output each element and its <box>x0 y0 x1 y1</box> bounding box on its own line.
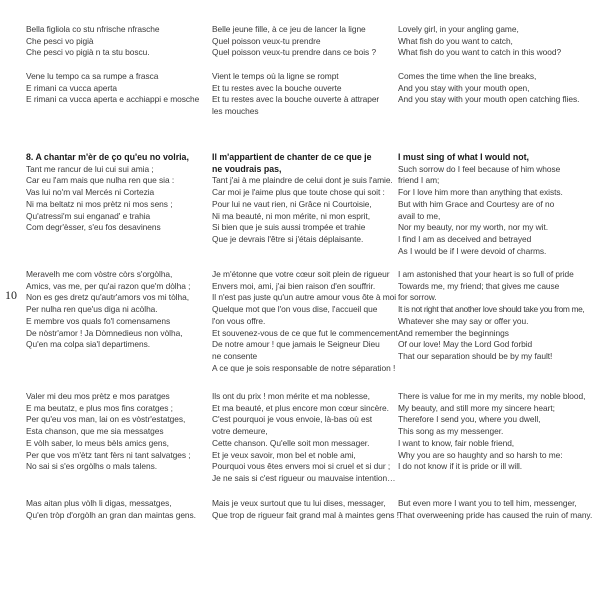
stanza-1 <box>398 24 578 59</box>
verse-line: Tant me rancur de lui cui sui amia ; <box>26 163 154 174</box>
stanza-3 <box>26 152 202 234</box>
verse-line: And you stay with your mouth open catching flies. <box>398 94 580 105</box>
verse-line: Per qu'eu vos man, lai on es vòstr'estatges, <box>26 414 186 425</box>
verse-line: Com degr'èsser, s'eu fos desavinens <box>26 222 161 233</box>
verse-line: Et ma beauté, et plus encore mon cœur sincère. <box>212 402 389 413</box>
verse-line: Whatever she may say or offer you. <box>398 315 529 326</box>
verse-line: Che pesci vo pigià n ta stu boscu. <box>26 47 150 58</box>
verse-line: Lovely girl, in your angling game, <box>398 24 519 34</box>
verse-line: Car moi je l'aime plus que toute chose qui soit : <box>212 187 385 198</box>
verse-line: avail to me, <box>398 210 441 221</box>
verse-line: votre demeure, <box>212 426 268 437</box>
verse-line: I do not know if it is pride or ill will. <box>398 461 523 472</box>
verse-line: E rimani ca vucca aperta <box>26 82 117 93</box>
verse-line: les mouches <box>212 106 259 117</box>
verse-line: Car eu l'am mais que nulha ren que sia : <box>26 175 175 186</box>
verse-line: E rimani ca vucca aperta e acchiappi e mosche <box>26 94 200 105</box>
verse-line: Esta chanson, que me sia messatges <box>26 426 164 437</box>
verse-line: I find I am as deceived and betrayed <box>398 233 532 244</box>
verse-line: Per nulha ren que'us diga ni acòlha. <box>26 304 158 315</box>
verse-line: No sai si s'es orgòlhs o mals talens. <box>26 461 158 472</box>
stanza-2 <box>398 71 578 106</box>
verse-line: What fish do you want to catch, <box>398 35 513 46</box>
verse-line: ne consente <box>212 350 258 361</box>
verse-line: This song as my messenger. <box>398 426 504 437</box>
stanza-6 <box>212 498 399 521</box>
verse-line: Bella figliola co stu nfrische nfrasche <box>26 24 160 34</box>
verse-line: Of our love! May the Lord God forbid <box>398 339 533 350</box>
verse-line: Ni ma beauté, ni mon mérite, ni mon esprit, <box>212 210 370 221</box>
song-heading: Il m'appartient de chanter de ce que je ne voudrais pas, <box>212 152 372 174</box>
song-heading: 8. A chantar m'èr de ço qu'eu no volria, <box>26 152 189 162</box>
verse-line: Vas lui no'm val Mercés ni Cortezia <box>26 187 155 198</box>
verse-line: There is value for me in my merits, my noble blood, <box>398 391 586 401</box>
verse-line: That overweening pride has caused the ruin of many. <box>398 509 592 520</box>
verse-line: But with him Grace and Courtesy are of no <box>398 198 555 209</box>
stanza-3 <box>212 152 393 246</box>
verse-line: Qu'en ma colpa sia'l departimens. <box>26 339 150 350</box>
verse-line: Nor my beauty, nor my worth, nor my wit. <box>398 222 549 233</box>
stanza-4 <box>212 269 398 374</box>
verse-line: I want to know, fair noble friend, <box>398 437 515 448</box>
verse-line: Mais je veux surtout que tu lui dises, messager, <box>212 498 386 508</box>
verse-line: Comes the time when the line breaks, <box>398 71 537 81</box>
verse-line: Therefore I send you, where you dwell, <box>398 414 541 425</box>
verse-line: Quel poisson veux-tu prendre <box>212 35 321 46</box>
verse-line: That our separation should be by my fault! <box>398 350 553 361</box>
verse-line: And you stay with your mouth open, <box>398 82 530 93</box>
verse-line: Je m'étonne que votre cœur soit plein de rigueur <box>212 269 390 279</box>
verse-line: Que je devrais l'être si j'étais déplaisante. <box>212 233 364 244</box>
verse-line: Et tu restes avec la bouche ouverte <box>212 82 342 93</box>
verse-line: Amics, vas me, per qu'ai razon que'm dòlha ; <box>26 280 191 291</box>
verse-line: De notre amour ! que jamais le Seigneur Dieu <box>212 339 380 350</box>
verse-line: Qu'atressi'm sui enganad' e trahia <box>26 210 151 221</box>
verse-line: Et souvenez-vous de ce que fut le commencement <box>212 327 398 338</box>
verse-line: friend I am; <box>398 175 440 186</box>
verse-line: What fish do you want to catch in this wood? <box>398 47 562 58</box>
stanza-4 <box>398 269 585 363</box>
verse-line: E membre vos quals fo'l comensamens <box>26 315 171 326</box>
verse-line: Vene lu tempo ca sa rumpe a frasca <box>26 71 159 81</box>
verse-line: Je ne sais si c'est rigueur ou mauvaise intention… <box>212 472 396 483</box>
verse-line: It is not right that another love should take you from me, <box>398 304 585 315</box>
stanza-2 <box>26 71 202 106</box>
verse-line: Che pesci vo pigià <box>26 35 94 46</box>
verse-line: And remember the beginnings <box>398 327 509 338</box>
stanza-5 <box>26 391 202 473</box>
stanza-6 <box>398 498 592 521</box>
verse-line: Vient le temps où la ligne se rompt <box>212 71 339 81</box>
verse-line: Que trop de rigueur fait grand mal à maintes gens ! <box>212 509 399 520</box>
verse-line: Qu'en tròp d'orgòlh an gran dan maintas gens. <box>26 509 196 520</box>
stanza-1 <box>26 24 202 59</box>
verse-line: Quel poisson veux-tu prendre dans ce bois ? <box>212 47 377 58</box>
verse-line: De nòstr'amor ! Ja Dòmnedieus non vòlha, <box>26 327 183 338</box>
verse-line: Pourquoi vous êtes envers moi si cruel et si dur ; <box>212 461 391 472</box>
verse-line: Valer mi deu mos prètz e mos paratges <box>26 391 170 401</box>
verse-line: for sorrow. <box>398 292 437 303</box>
verse-line: I am astonished that your heart is so full of pride <box>398 269 574 279</box>
verse-line: Mas aitan plus vòlh li digas, messatges, <box>26 498 172 508</box>
verse-line: E vòlh saber, lo meus bèls amics gens, <box>26 437 169 448</box>
verse-line: C'est pourquoi je vous envoie, là-bas où est <box>212 414 373 425</box>
stanza-5 <box>398 391 586 473</box>
page-number: 10 <box>5 288 17 302</box>
verse-line: l'on vous offre. <box>212 315 266 326</box>
verse-line: Non es ges dretz qu'autr'amors vos mi tòlha, <box>26 292 189 303</box>
verse-line: But even more I want you to tell him, messenger, <box>398 498 577 508</box>
verse-line: Such sorrow do I feel because of him whose <box>398 163 561 174</box>
verse-line: Pour lui ne vaut rien, ni Grâce ni Courtoisie, <box>212 198 372 209</box>
stanza-4 <box>26 269 202 351</box>
verse-line: Why you are so haughty and so harsh to me: <box>398 449 563 460</box>
verse-line: As I would be if I were devoid of charms. <box>398 245 547 256</box>
verse-line: Ni ma beltatz ni mos prètz ni mos sens ; <box>26 198 173 209</box>
verse-line: Cette chanson. Qu'elle soit mon messager. <box>212 437 370 448</box>
song-heading: I must sing of what I would not, <box>398 152 529 162</box>
stanza-3 <box>398 152 578 257</box>
verse-line: Envers moi, ami, j'ai bien raison d'en souffrir. <box>212 280 376 291</box>
stanza-6 <box>26 498 202 521</box>
verse-line: A ce que je sois responsable de notre séparation ! <box>212 362 396 373</box>
verse-line: Meravelh me com vòstre còrs s'orgòlha, <box>26 269 173 279</box>
stanza-2 <box>212 71 388 118</box>
verse-line: Per que vos m'ètz tant fèrs ni tant salvatges ; <box>26 449 191 460</box>
verse-line: Si bien que je suis aussi trompée et trahie <box>212 222 366 233</box>
verse-line: Towards me, my friend; that gives me cause <box>398 280 560 291</box>
verse-line: Tant j'ai à me plaindre de celui dont je suis l'amie. <box>212 175 393 186</box>
verse-line: Belle jeune fille, à ce jeu de lancer la ligne <box>212 24 366 34</box>
verse-line: Et tu restes avec la bouche ouverte à attraper <box>212 94 380 105</box>
verse-line: My beauty, and still more my sincere heart; <box>398 402 555 413</box>
stanza-5 <box>212 391 396 485</box>
verse-line: Il n'est pas juste qu'un autre amour vous ôte à moi <box>212 292 397 303</box>
verse-line: E ma beutatz, e plus mos fins coratges ; <box>26 402 173 413</box>
verse-line: Ils ont du prix ! mon mérite et ma noblesse, <box>212 391 370 401</box>
verse-line: Quelque mot que l'on vous dise, l'accueil que <box>212 304 378 315</box>
verse-line: For I love him more than anything that exists. <box>398 187 563 198</box>
verse-line: Et je veux savoir, mon bel et noble ami, <box>212 449 356 460</box>
stanza-1 <box>212 24 388 59</box>
